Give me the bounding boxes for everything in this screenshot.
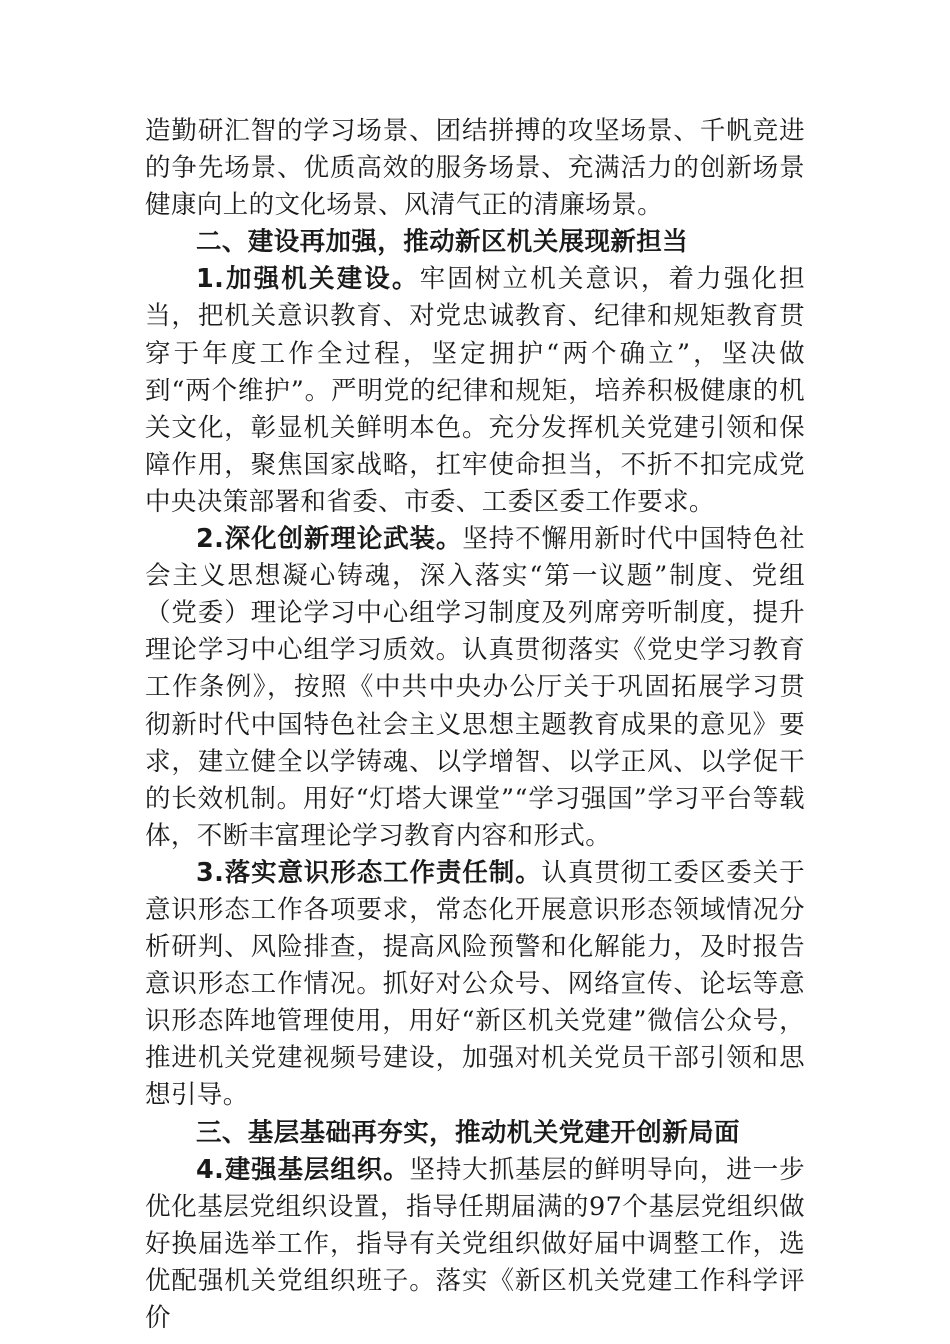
item-3-paragraph: [145, 855, 805, 1115]
item-3-text: 认真贯彻工委区委关于意识形态工作各项要求，常态化开展意识形态领域情况分析研判、风险排查，提高风险预警和化解能力，及时报告意识形态工作情况。抓好对公众号、网络宣传、论坛等意识形态阵地管理使用，用好“新区机关党建”微信公众号，推进机关党建视频号建设，加强对机关党员干部引领和思想引导。: [145, 857, 805, 1111]
section-3-heading: 三、基层基础再夯实，推动机关党建开创新局面: [196, 1117, 740, 1148]
item-2-lead: 2.深化创新理论武装。: [196, 524, 463, 555]
item-3-lead: 3.落实意识形态工作责任制。: [196, 857, 542, 888]
item-1-text: 牢固树立机关意识，着力强化担当，把机关意识教育、对党忠诚教育、纪律和规矩教育贯穿于年度工作全过程，坚定拥护“两个确立”，坚决做到“两个维护”。严明党的纪律和规矩，培养积极健康的机关文化，彰显机关鲜明本色。充分发挥机关党建引领和保障作用，聚焦国家战略，扛牢使命担当，不折不扣完成党中央决策部署和省委、市委、工委区委工作要求。: [145, 264, 805, 517]
item-1-paragraph: [145, 261, 805, 521]
item-4-text: 坚持大抓基层的鲜明导向，进一步优化基层党组织设置，指导任期届满的97个基层党组织做好换届选举工作，指导有关党组织做好届中调整工作，选优配强机关党组织班子。落实《新区机关党建工作科学评价: [145, 1154, 805, 1333]
document-body: [145, 113, 805, 1337]
item-4-paragraph: [145, 1152, 805, 1337]
item-2-text: 坚持不懈用新时代中国特色社会主义思想凝心铸魂，深入落实“第一议题”制度、党组（党委）理论学习中心组学习制度及列席旁听制度，提升理论学习中心组学习质效。认真贯彻落实《党史学习教育工作条例》，按照《中共中央办公厅关于巩固拓展学习贯彻新时代中国特色社会主义思想主题教育成果的意见》要求，建立健全以学铸魂、以学增智、以学正风、以学促干的长效机制。用好“灯塔大课堂”“学习强国”学习平台等载体，不断丰富理论学习教育内容和形式。: [145, 524, 805, 851]
intro-paragraph: 造勤研汇智的学习场景、团结拼搏的攻坚场景、千帆竞进的争先场景、优质高效的服务场景、充满活力的创新场景健康向上的文化场景、风清气正的清廉场景。: [145, 116, 805, 221]
section-2-heading: 二、建设再加强，推动新区机关展现新担当: [196, 227, 689, 258]
item-4-lead: 4.建强基层组织。: [196, 1154, 410, 1185]
item-1-lead: 1.加强机关建设。: [196, 264, 420, 295]
item-2-paragraph: [145, 521, 805, 855]
